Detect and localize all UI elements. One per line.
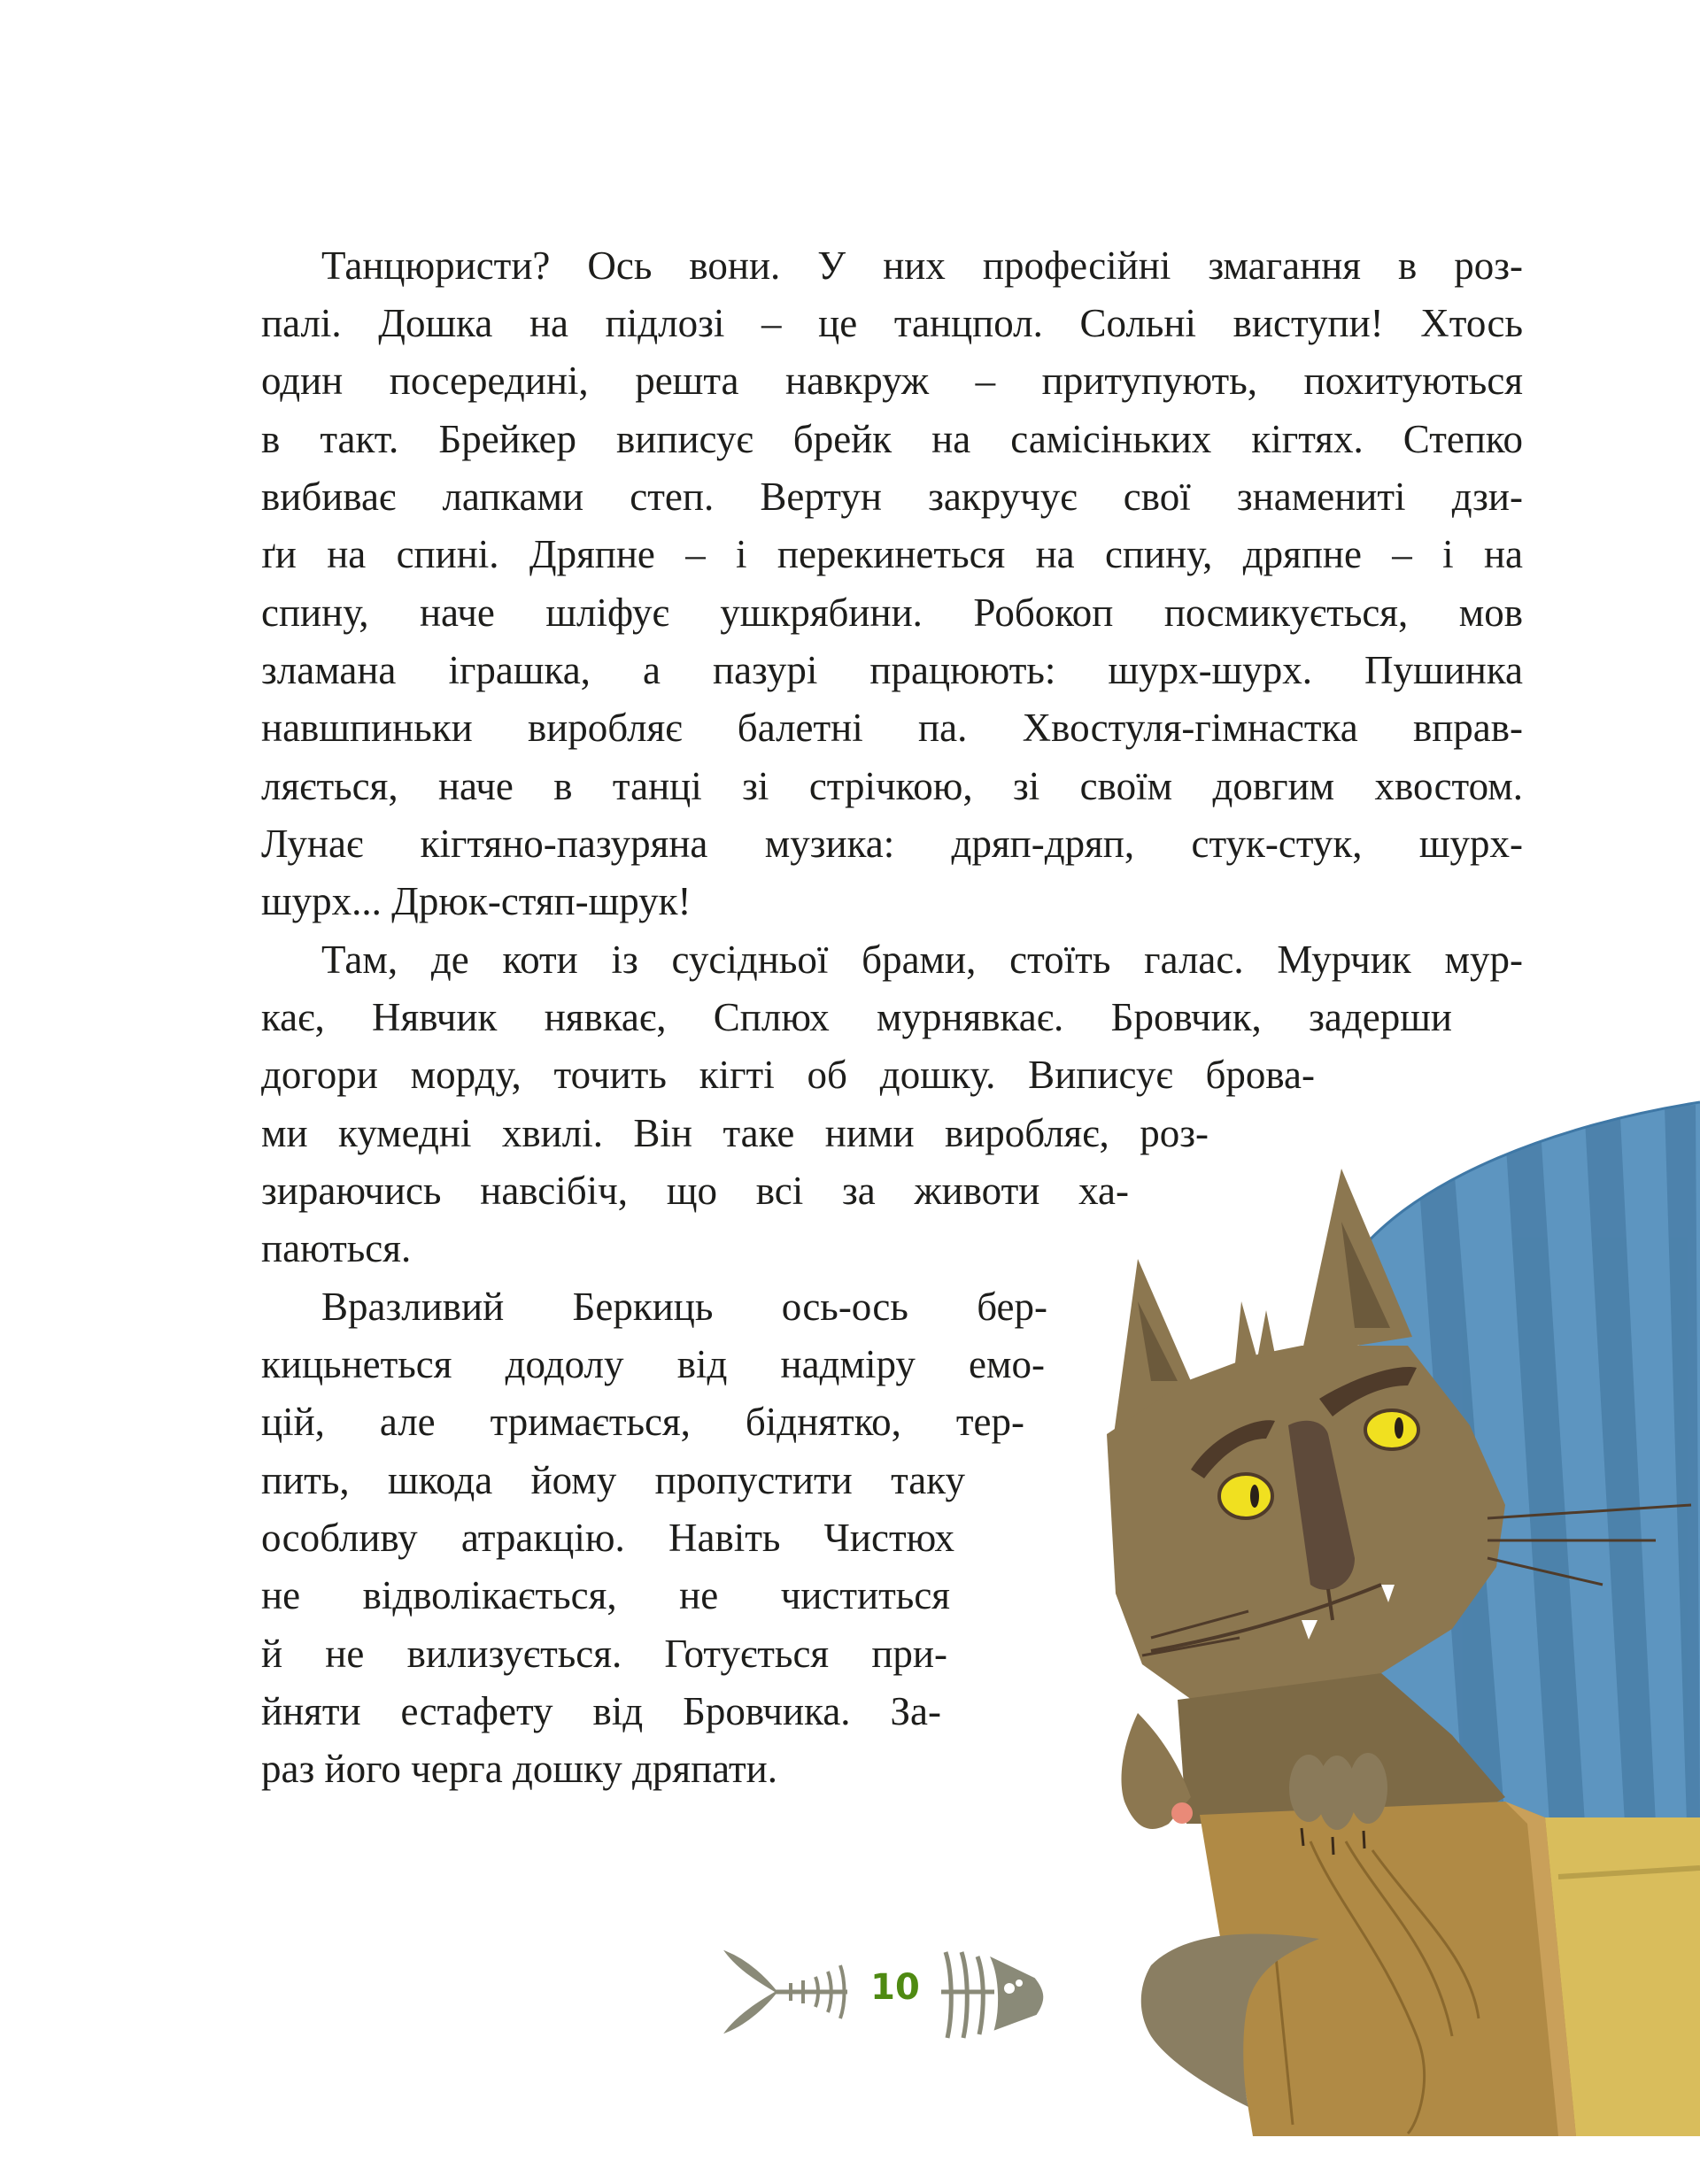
text-line: ми кумедні хвилі. Він таке ними виробляє, роз- — [261, 1111, 1209, 1155]
text-line: паються. — [261, 1226, 412, 1270]
text-line: кає, Нявчик нявкає, Сплюх мурнявкає. Бровчик, задерши — [261, 995, 1452, 1039]
text-line: раз його черга дошку дряпати. — [261, 1747, 777, 1791]
fish-tail-icon — [722, 1943, 854, 2041]
text-line: навшпиньки виробляє балетні па. Хвостуля-гімнастка вправ- — [261, 706, 1523, 750]
text-line: зламана іграшка, а пазурі працюють: шурх-шурх. Пушинка — [261, 648, 1523, 692]
text-line: Там, де коти із сусідньої брами, стоїть галас. Мурчик мур- — [321, 938, 1523, 982]
text-line: Вразливий Беркиць ось-ось бер- — [321, 1285, 1047, 1329]
text-line: зираючись навсібіч, що всі за животи ха- — [261, 1169, 1129, 1213]
text-line: й не вилизується. Готується при- — [261, 1632, 947, 1676]
text-line: в такт. Брейкер виписує брейк на самісіньких кігтях. Степко — [261, 417, 1523, 461]
text-line: кицьнеться додолу від надміру емо- — [261, 1342, 1045, 1386]
text-line: палі. Дошка на підлозі – це танцпол. Сольні виступи! Хтось — [261, 301, 1523, 345]
text-line: не відволікається, не чиститься — [261, 1573, 950, 1617]
text-line: шурх... Дрюк-стяп-шрук! — [261, 879, 692, 923]
text-line: пить, шкода йому пропустити таку — [261, 1458, 965, 1502]
text-line: Танцюристи? Ось вони. У них професійні змагання в роз- — [321, 243, 1523, 288]
text-line: догори морду, точить кігті об дошку. Виписує брова- — [261, 1053, 1315, 1097]
fish-head-icon — [937, 1939, 1052, 2045]
text-line: один посередині, решта навкруж – притупують, похитуються — [261, 359, 1523, 403]
text-line: вибиває лапками степ. Вертун закручує свої знамениті дзи- — [261, 475, 1523, 519]
text-line: йняти естафету від Бровчика. За- — [261, 1689, 941, 1733]
text-line: Лунає кігтяно-пазуряна музика: дряп-дряп, стук-стук, шурх- — [261, 822, 1523, 866]
text-line: особливу атракцію. Навіть Чистюх — [261, 1516, 954, 1560]
text-line: ляється, наче в танці зі стрічкою, зі своїм довгим хвостом. — [261, 764, 1523, 808]
text-line: ґи на спині. Дряпне – і перекинеться на спину, дряпне – і на — [261, 532, 1523, 576]
page-number: 10 — [870, 1967, 920, 2008]
text-line: спину, наче шліфує ушкрябини. Робокоп посмикується, мов — [261, 590, 1523, 635]
text-line: цій, але тримається, біднятко, тер- — [261, 1400, 1024, 1444]
